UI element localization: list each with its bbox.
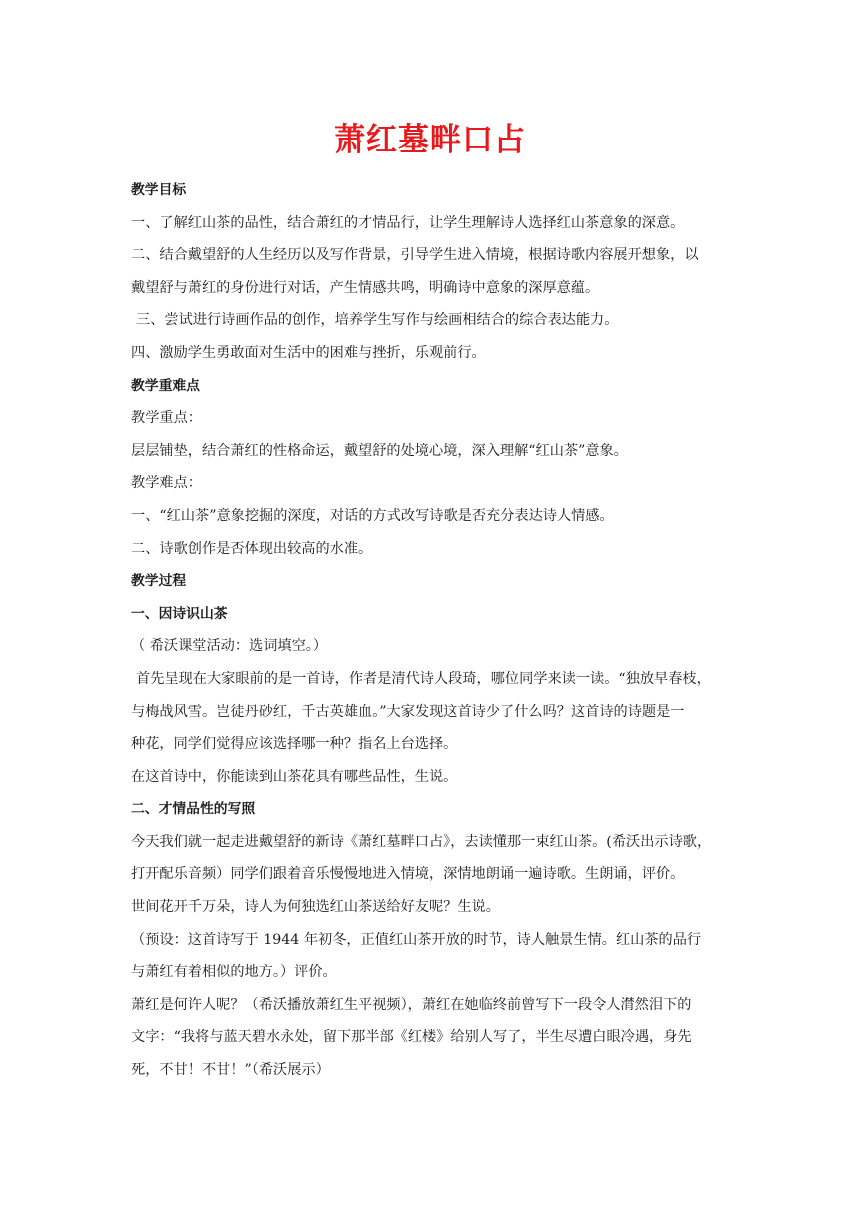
section-heading-objectives: 教学目标 [131, 182, 187, 198]
objective-line: 一、了解红山茶的品性，结合萧红的才情品行，让学生理解诗人选择红山茶意象的深意。 [131, 214, 685, 231]
paragraph-line: 与萧红有着相似的地方。）评价。 [131, 964, 337, 981]
paragraph-line: 打开配乐音频）同学们跟着音乐慢慢地进入情境，深情地朗诵一遍诗歌。生朗诵，评价。 [131, 866, 685, 883]
objective-line: 三、尝试进行诗画作品的创作，培养学生写作与绘画相结合的综合表达能力。 [136, 312, 619, 329]
section-heading-keypoints: 教学重难点 [131, 377, 200, 394]
paragraph-line: （ 希沃课堂活动：选词填空。） [131, 638, 328, 655]
difficulty-line: 二、诗歌创作是否体现出较高的水准。 [131, 540, 373, 557]
page-title: 萧红墓畔口占 [334, 122, 526, 158]
paragraph-line: 与梅战风雪。岂徒丹砂红，千古英雄血。”大家发现这首诗少了什么吗？这首诗的诗题是一 [131, 703, 685, 720]
subheading-part2: 二、才情品性的写照 [131, 801, 256, 818]
key-text: 层层铺垫，结合萧红的性格命运，戴望舒的处境心境，深入理解“红山茶”意象。 [131, 442, 628, 459]
paragraph-line: 在这首诗中，你能读到山茶花具有哪些品性，生说。 [131, 768, 458, 785]
subheading-part1: 一、因诗识山茶 [131, 605, 228, 622]
paragraph-line: 首先呈现在大家眼前的是一首诗，作者是清代诗人段琦，哪位同学来读一读。“独放早春枝， [136, 670, 711, 687]
paragraph-line: 文字：“我将与蓝天碧水永处，留下那半部《红楼》给别人写了，半生尽遭白眼冷遇，身先 [131, 1029, 692, 1046]
paragraph-line: 死，不甘！不甘！”（希沃展示） [131, 1062, 330, 1079]
paragraph-line: 今天我们就一起走进戴望舒的新诗《萧红墓畔口占》，去读懂那一束红山茶。(希沃出示诗歌， [131, 833, 712, 850]
paragraph-line: 种花，同学们觉得应该选择哪一种？指名上台选择。 [131, 736, 458, 753]
difficulty-line: 一、“红山茶”意象挖掘的深度，对话的方式改写诗歌是否充分表达诗人情感。 [131, 507, 614, 524]
section-heading-process: 教学过程 [131, 573, 187, 590]
objective-line: 四、激励学生勇敢面对生活中的困难与挫折，乐观前行。 [131, 344, 486, 361]
document-body [131, 174, 731, 1087]
paragraph-line: 世间花开千万朵，诗人为何独选红山茶送给好友呢？生说。 [131, 899, 500, 916]
objective-line: 二、结合戴望舒的人生经历以及写作背景，引导学生进入情境，根据诗歌内容展开想象，以 [131, 247, 699, 264]
key-label: 教学重点： [131, 410, 202, 427]
paragraph-line: （预设：这首诗写于 1944 年初冬，正值红山茶开放的时节，诗人触景生情。红山茶的品行 [131, 931, 702, 948]
objective-line: 戴望舒与萧红的身份进行对话，产生情感共鸣，明确诗中意象的深厚意蕴。 [131, 279, 600, 296]
paragraph-line: 萧红是何许人呢？（希沃播放萧红生平视频），萧红在她临终前曾写下一段令人潸然泪下的 [131, 996, 692, 1013]
difficulty-label: 教学难点： [131, 475, 202, 492]
